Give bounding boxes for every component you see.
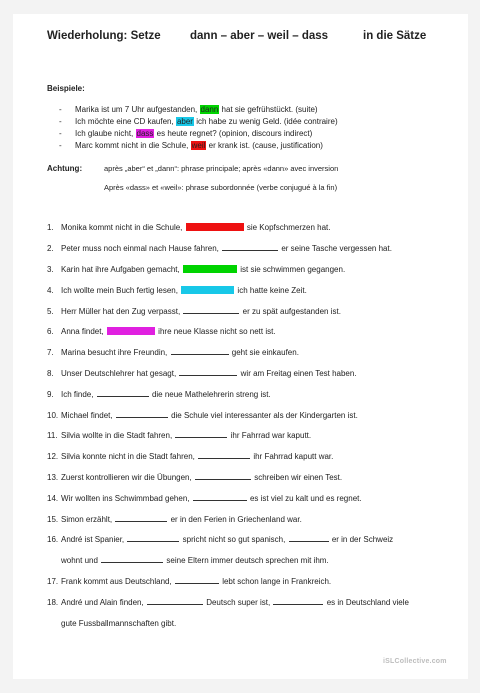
exercise-text-after: er zu spät aufgestanden ist.: [242, 307, 341, 316]
list-dash: -: [59, 105, 62, 114]
exercise-number: 2.: [47, 244, 54, 253]
exercise-item: [47, 535, 393, 544]
exercise-item: [47, 348, 299, 357]
title-part-3: in die Sätze: [363, 30, 427, 42]
exercise-text-after: die neue Mathelehrerin streng ist.: [151, 390, 271, 399]
exercise-text-after: sie Kopfschmerzen hat.: [246, 223, 331, 232]
exercise-text-after: wir am Freitag einen Test haben.: [240, 369, 357, 378]
exercise-item: [47, 265, 345, 274]
exercise-text-before: Zuerst kontrollieren wir die Übungen,: [61, 473, 192, 482]
exercise-number: 16.: [47, 535, 59, 544]
exercise-number: 7.: [47, 348, 54, 357]
exercise-text-after: ihre neue Klasse nicht so nett ist.: [158, 327, 276, 336]
answer-blank-filled[interactable]: [107, 327, 155, 335]
highlighted-conjunction: dann: [200, 105, 219, 114]
example-row: [59, 105, 318, 114]
exercise-text-after: er seine Tasche vergessen hat.: [281, 244, 392, 253]
example-row: [59, 117, 338, 126]
exercise-text-before: Unser Deutschlehrer hat gesagt,: [61, 369, 177, 378]
exercise-item: [47, 307, 341, 316]
exercise-text-before: Karin hat ihre Aufgaben gemacht,: [61, 265, 180, 274]
exercise-number: 18.: [47, 598, 59, 607]
exercise-item: [47, 390, 271, 399]
title-conjunctions: dann – aber – weil – dass: [190, 30, 329, 42]
achtung-rule-1: après „aber“ et „dann“: phrase principale; après «dann» avec inversion: [104, 164, 339, 173]
answer-blank[interactable]: [175, 582, 219, 584]
exercise-text-before: Michael findet,: [61, 411, 113, 420]
exercise-number: 1.: [47, 223, 54, 232]
example-row: [59, 141, 323, 150]
exercise-item: [47, 598, 409, 607]
list-dash: -: [59, 117, 62, 126]
exercise-text-after: ich hatte keine Zeit.: [237, 286, 307, 295]
exercise-item: [47, 286, 307, 295]
example-text-before: Ich glaube nicht,: [75, 129, 134, 138]
exercise-number: 3.: [47, 265, 54, 274]
exercise-item: [47, 494, 362, 503]
answer-blank[interactable]: [171, 353, 229, 355]
exercise-continuation: [61, 619, 176, 628]
highlighted-conjunction: dass: [136, 129, 154, 138]
achtung-rule-2: Après «dass» et «weil»: phrase subordonnée (verbe conjugué à la fin): [104, 183, 338, 192]
achtung-label: Achtung:: [47, 164, 83, 173]
example-text-after: hat sie gefrühstückt. (suite): [221, 105, 318, 114]
exercise-number: 5.: [47, 307, 54, 316]
highlighted-conjunction: aber: [176, 117, 193, 126]
example-text-after: ich habe zu wenig Geld. (idée contraire): [196, 117, 338, 126]
answer-blank-filled[interactable]: [181, 286, 234, 294]
exercise-text-before: wohnt und: [61, 556, 98, 565]
exercise-item: [47, 431, 311, 440]
exercise-number: 9.: [47, 390, 54, 399]
exercise-text-after: schreiben wir einen Test.: [254, 473, 343, 482]
exercise-text-before: Ich finde,: [61, 390, 94, 399]
exercise-number: 15.: [47, 515, 59, 524]
answer-blank[interactable]: [273, 603, 323, 605]
answer-blank[interactable]: [97, 395, 149, 397]
exercise-item: [47, 577, 331, 586]
exercise-item: [47, 515, 302, 524]
exercise-text-before: Simon erzählt,: [61, 515, 113, 524]
exercise-text-before: Monika kommt nicht in die Schule,: [61, 223, 183, 232]
exercise-continuation: [61, 556, 329, 565]
answer-blank[interactable]: [101, 561, 163, 563]
exercise-text-before: Ich wollte mein Buch fertig lesen,: [61, 286, 178, 295]
exercise-item: [47, 452, 333, 461]
answer-blank[interactable]: [147, 603, 203, 605]
exercise-number: 8.: [47, 369, 54, 378]
list-dash: -: [59, 141, 62, 150]
exercise-text-after: es in Deutschland viele: [326, 598, 409, 607]
exercise-item: [47, 369, 357, 378]
exercise-text-mid: Deutsch super ist,: [206, 598, 271, 607]
example-text-after: er krank ist. (cause, justification): [208, 141, 323, 150]
answer-blank[interactable]: [198, 457, 250, 459]
exercise-text-after: die Schule viel interessanter als der Kindergarten ist.: [171, 411, 358, 420]
answer-blank[interactable]: [116, 416, 168, 418]
answer-blank[interactable]: [222, 249, 278, 251]
exercise-number: 6.: [47, 327, 54, 336]
list-dash: -: [59, 129, 62, 138]
example-text-before: Ich möchte eine CD kaufen,: [75, 117, 174, 126]
exercise-text-mid: spricht nicht so gut spanisch,: [182, 535, 286, 544]
exercise-text-after: er in den Ferien in Griechenland war.: [170, 515, 302, 524]
examples-heading: Beispiele:: [47, 84, 85, 93]
exercise-text-after: ihr Fahrrad kaputt war.: [253, 452, 334, 461]
example-text-before: Marc kommt nicht in die Schule,: [75, 141, 189, 150]
exercise-text-before: Herr Müller hat den Zug verpasst,: [61, 307, 181, 316]
exercise-text-after: er in der Schweiz: [331, 535, 394, 544]
example-row: [59, 129, 312, 138]
exercise-text-after: ihr Fahrrad war kaputt.: [230, 431, 312, 440]
answer-blank[interactable]: [289, 540, 329, 542]
exercise-text-before: Frank kommt aus Deutschland,: [61, 577, 172, 586]
highlighted-conjunction: weil: [191, 141, 206, 150]
exercise-item: [47, 473, 342, 482]
exercise-text-after: es ist viel zu kalt und es regnet.: [249, 494, 362, 503]
exercise-text-after: geht sie einkaufen.: [231, 348, 299, 357]
answer-blank-filled[interactable]: [183, 265, 237, 273]
exercise-number: 4.: [47, 286, 54, 295]
answer-blank[interactable]: [183, 312, 239, 314]
answer-blank-filled[interactable]: [186, 223, 244, 231]
exercise-text-before: André ist Spanier,: [61, 535, 125, 544]
example-text-before: Marika ist um 7 Uhr aufgestanden,: [75, 105, 198, 114]
answer-blank[interactable]: [179, 374, 237, 376]
exercise-text-before: Anna findet,: [61, 327, 104, 336]
exercise-text-before: Peter muss noch einmal nach Hause fahren,: [61, 244, 219, 253]
watermark-text: iSLCollective.com: [383, 658, 447, 665]
exercise-text-before: gute Fussballmannschaften gibt.: [61, 619, 177, 628]
exercise-item: [47, 244, 392, 253]
exercise-text-after: lebt schon lange in Frankreich.: [222, 577, 332, 586]
exercise-number: 12.: [47, 452, 59, 461]
exercise-item: [47, 411, 358, 420]
answer-blank[interactable]: [127, 540, 179, 542]
exercise-number: 11.: [47, 431, 58, 440]
exercise-text-before: Silvia konnte nicht in die Stadt fahren,: [61, 452, 195, 461]
answer-blank[interactable]: [193, 499, 247, 501]
exercise-text-after: ist sie schwimmen gegangen.: [240, 265, 346, 274]
exercise-number: 17.: [47, 577, 59, 586]
exercise-number: 14.: [47, 494, 59, 503]
exercise-text-before: Marina besucht ihre Freundin,: [61, 348, 168, 357]
exercise-text-before: Silvia wollte in die Stadt fahren,: [61, 431, 173, 440]
exercise-item: [47, 327, 276, 336]
answer-blank[interactable]: [175, 436, 227, 438]
title-part-1: Wiederholung: Setze: [47, 30, 161, 42]
exercise-number: 13.: [47, 473, 59, 482]
exercise-text-after: seine Eltern immer deutsch sprechen mit ihm.: [166, 556, 329, 565]
exercise-number: 10.: [47, 411, 59, 420]
answer-blank[interactable]: [195, 478, 251, 480]
example-text-after: es heute regnet? (opinion, discours indirect): [156, 129, 313, 138]
exercise-text-before: Wir wollten ins Schwimmbad gehen,: [61, 494, 190, 503]
exercise-text-before: André und Alain finden,: [61, 598, 144, 607]
answer-blank[interactable]: [115, 520, 167, 522]
exercise-item: [47, 223, 330, 232]
